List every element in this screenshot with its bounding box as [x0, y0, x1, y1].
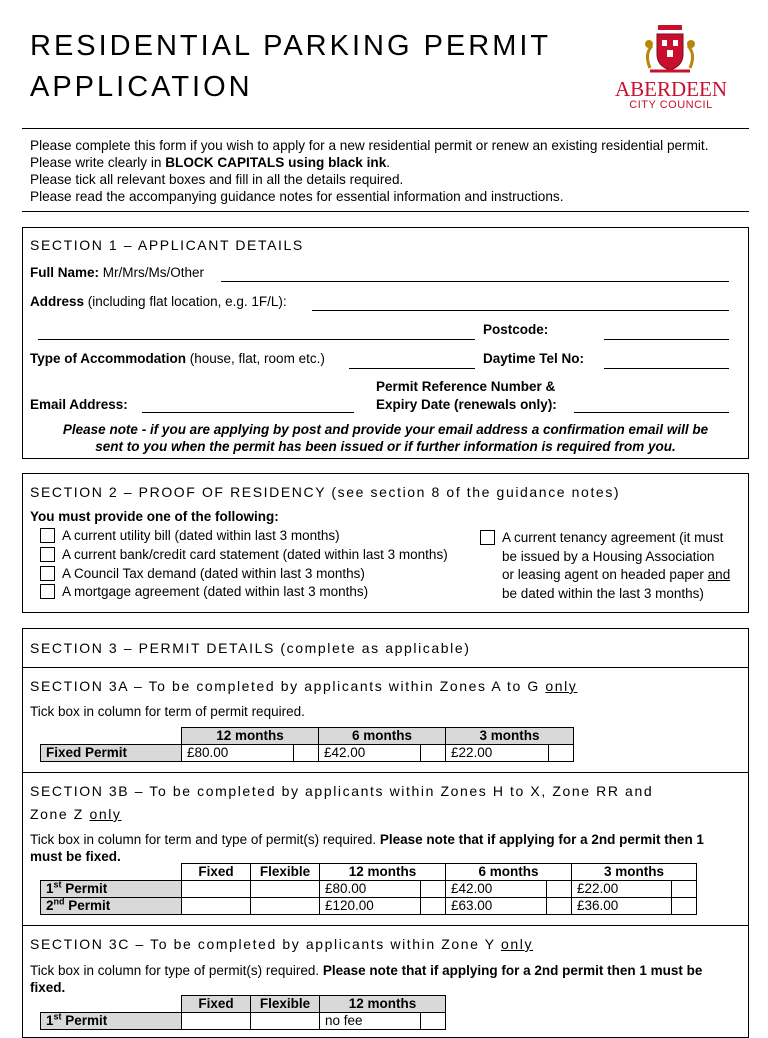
- col-header: 6 months: [319, 728, 446, 745]
- email-label: Email Address:: [30, 397, 128, 412]
- section3b-instruction: [30, 831, 704, 865]
- section3b-heading-line2: [30, 806, 122, 822]
- tenancy-underlined: and: [707, 567, 731, 582]
- row-num: 2: [46, 898, 54, 913]
- section3c-heading: [30, 936, 533, 952]
- permit-ref-label-line2: Expiry Date (renewals only):: [376, 397, 557, 412]
- heading-underlined: only: [89, 806, 122, 822]
- mortgage-checkbox[interactable]: [40, 584, 55, 599]
- section3c-instruction: [30, 962, 702, 996]
- row-sup: st: [53, 879, 62, 890]
- tenancy-line: [502, 566, 730, 585]
- accommodation-label: [30, 351, 325, 366]
- permit-ref-label-line1: Permit Reference Number &: [376, 379, 556, 394]
- intro-line: [30, 154, 709, 171]
- heading-text: SECTION 3A – To be completed by applicants within Zones A to G: [30, 678, 546, 694]
- table-row: [41, 864, 697, 881]
- tick-box-flexible[interactable]: [251, 1013, 320, 1030]
- row-label: [41, 898, 182, 915]
- table-row: [41, 1013, 446, 1030]
- col-header: 12 months: [182, 728, 319, 745]
- note-line: sent to you when the permit has been issued or if further information is required from you.: [95, 439, 676, 454]
- postcode-field[interactable]: [604, 339, 729, 340]
- intro-line: Please complete this form if you wish to apply for a new residential permit or renew an existing residential permit.: [30, 138, 709, 153]
- option-label: A current bank/credit card statement (dated within last 3 months): [62, 547, 448, 562]
- instruction-bold: Please note that if applying for a 2nd permit then 1 must be: [322, 963, 703, 978]
- intro-line: Please tick all relevant boxes and fill in all the details required.: [30, 172, 404, 187]
- section3c-table: [40, 995, 446, 1030]
- col-header: 3 months: [446, 728, 574, 745]
- divider: [22, 667, 749, 668]
- logo-subtitle: CITY COUNCIL: [629, 99, 713, 111]
- section3-heading: SECTION 3 – PERMIT DETAILS (complete as applicable): [30, 640, 471, 656]
- full-name-field[interactable]: [221, 281, 729, 282]
- row-label: Fixed Permit: [41, 745, 182, 762]
- instruction-line: must be fixed.: [30, 849, 121, 864]
- col-header: Flexible: [251, 996, 320, 1013]
- email-field[interactable]: [142, 412, 354, 413]
- accommodation-field[interactable]: [349, 368, 475, 369]
- tick-box-6m[interactable]: [421, 745, 446, 762]
- option-label: A Council Tax demand (dated within last 3 months): [62, 566, 365, 581]
- price-cell: £22.00: [446, 745, 549, 762]
- tenancy-checkbox[interactable]: [480, 530, 495, 545]
- tick-box-6m[interactable]: [547, 898, 572, 915]
- row-num: 1: [46, 1013, 54, 1028]
- city-crest-icon: [640, 24, 700, 76]
- divider: [22, 925, 749, 926]
- tenancy-line: be dated within the last 3 months): [502, 585, 704, 601]
- price-cell: £80.00: [320, 881, 421, 898]
- note-line: Please note - if you are applying by post and provide your email address a confirmation email will be: [62, 422, 709, 437]
- instruction-line: fixed.: [30, 980, 66, 995]
- table-row: [41, 996, 446, 1013]
- section1-note: [22, 421, 749, 455]
- tenancy-line: A current tenancy agreement (it must: [502, 530, 724, 545]
- price-cell: £42.00: [446, 881, 547, 898]
- col-header: Flexible: [251, 864, 320, 881]
- instruction-text: Tick box in column for term and type of permit(s) required.: [30, 832, 380, 847]
- page-title-line1: RESIDENTIAL PARKING PERMIT: [30, 30, 552, 62]
- label-bold: Full Name:: [30, 265, 100, 280]
- section3b-table: [40, 863, 697, 915]
- instruction-bold: Please note that if applying for a 2nd permit then 1: [379, 832, 704, 847]
- tick-box-12m[interactable]: [294, 745, 319, 762]
- must-provide-label: You must provide one of the following:: [30, 509, 279, 524]
- daytime-tel-label: Daytime Tel No:: [483, 351, 585, 366]
- table-spacer: [41, 864, 182, 881]
- row-sup: nd: [53, 896, 65, 907]
- heading-text: SECTION 3C – To be completed by applicants within Zone Y: [30, 936, 501, 952]
- price-cell: £80.00: [182, 745, 294, 762]
- section1-heading: SECTION 1 – APPLICANT DETAILS: [30, 237, 304, 253]
- table-row: [41, 745, 574, 762]
- postcode-label: Postcode:: [483, 322, 549, 337]
- tenancy-line: be issued by a Housing Association: [502, 548, 715, 564]
- row-text: Permit: [61, 881, 108, 896]
- divider: [22, 772, 749, 773]
- label-bold: Type of Accommodation: [30, 351, 187, 366]
- table-spacer: [41, 728, 182, 745]
- option-label: A mortgage agreement (dated within last 3 months): [62, 584, 369, 599]
- table-row: [41, 728, 574, 745]
- price-cell: £22.00: [572, 881, 672, 898]
- intro-text-span: .: [386, 155, 391, 170]
- col-header: 12 months: [320, 864, 446, 881]
- daytime-tel-field[interactable]: [604, 368, 729, 369]
- intro-text-span: Please write clearly in: [30, 155, 166, 170]
- intro-line: Please read the accompanying guidance notes for essential information and instructions.: [30, 189, 564, 204]
- col-header: Fixed: [182, 864, 251, 881]
- tick-box-12m[interactable]: [421, 898, 446, 915]
- tick-box-fixed[interactable]: [182, 881, 251, 898]
- label-bold: Address: [30, 294, 85, 309]
- table-spacer: [41, 996, 182, 1013]
- instruction-text: Tick box in column for type of permit(s) required.: [30, 963, 323, 978]
- intro-text: [30, 137, 709, 205]
- divider: [22, 128, 749, 129]
- address-field-line2[interactable]: [38, 339, 475, 340]
- tenancy-label: [502, 529, 730, 603]
- heading-text: Zone Z: [30, 806, 90, 822]
- price-cell: £63.00: [446, 898, 547, 915]
- tick-box-12m[interactable]: [421, 881, 446, 898]
- label-text: (house, flat, room etc.): [186, 351, 325, 366]
- row-label: [41, 881, 182, 898]
- tick-box-3m[interactable]: [672, 898, 697, 915]
- section3b-heading-line1: SECTION 3B – To be completed by applicants within Zones H to X, Zone RR and: [30, 783, 654, 799]
- label-text: Mr/Mrs/Ms/Other: [99, 265, 205, 280]
- tick-box-3m[interactable]: [672, 881, 697, 898]
- row-text: Permit: [64, 898, 111, 913]
- fee-cell: no fee: [320, 1013, 421, 1030]
- price-cell: £42.00: [319, 745, 421, 762]
- price-cell: £120.00: [320, 898, 421, 915]
- section3a-heading: [30, 678, 577, 694]
- tick-box-fixed[interactable]: [182, 1013, 251, 1030]
- tenancy-text: or leasing agent on headed paper: [502, 567, 708, 582]
- intro-bold-span: BLOCK CAPITALS using black ink: [165, 155, 387, 170]
- address-field-line1[interactable]: [312, 310, 729, 311]
- tick-box-fixed[interactable]: [182, 898, 251, 915]
- council-tax-checkbox[interactable]: [40, 566, 55, 581]
- full-name-label: [30, 265, 204, 280]
- section3a-table: [40, 727, 574, 762]
- utility-bill-checkbox[interactable]: [40, 528, 55, 543]
- instruction-line: [30, 831, 704, 848]
- option-label: A current utility bill (dated within last 3 months): [62, 528, 340, 543]
- tick-box-flexible[interactable]: [251, 898, 320, 915]
- row-text: Permit: [61, 1013, 108, 1028]
- logo-name: ABERDEEN: [615, 77, 727, 101]
- price-cell: £36.00: [572, 898, 672, 915]
- label-text: (including flat location, e.g. 1F/L):: [84, 294, 287, 309]
- row-label: [41, 1013, 182, 1030]
- col-header: 3 months: [572, 864, 697, 881]
- tick-box-12m[interactable]: [421, 1013, 446, 1030]
- col-header: 12 months: [320, 996, 446, 1013]
- page-title-line2: APPLICATION: [30, 71, 253, 103]
- heading-underlined: only: [545, 678, 578, 694]
- bank-statement-checkbox[interactable]: [40, 547, 55, 562]
- address-label: [30, 294, 287, 309]
- instruction-line: [30, 962, 702, 979]
- row-num: 1: [46, 881, 54, 896]
- table-row: [41, 898, 697, 915]
- permit-ref-field[interactable]: [574, 412, 729, 413]
- heading-underlined: only: [500, 936, 534, 952]
- section3a-instruction: Tick box in column for term of permit required.: [30, 704, 305, 719]
- row-sup: st: [53, 1011, 62, 1022]
- table-row: [41, 881, 697, 898]
- divider: [22, 211, 749, 212]
- tick-box-3m[interactable]: [549, 745, 574, 762]
- tick-box-flexible[interactable]: [251, 881, 320, 898]
- col-header: 6 months: [446, 864, 572, 881]
- section2-heading: SECTION 2 – PROOF OF RESIDENCY (see section 8 of the guidance notes): [30, 484, 621, 500]
- col-header: Fixed: [182, 996, 251, 1013]
- tick-box-6m[interactable]: [547, 881, 572, 898]
